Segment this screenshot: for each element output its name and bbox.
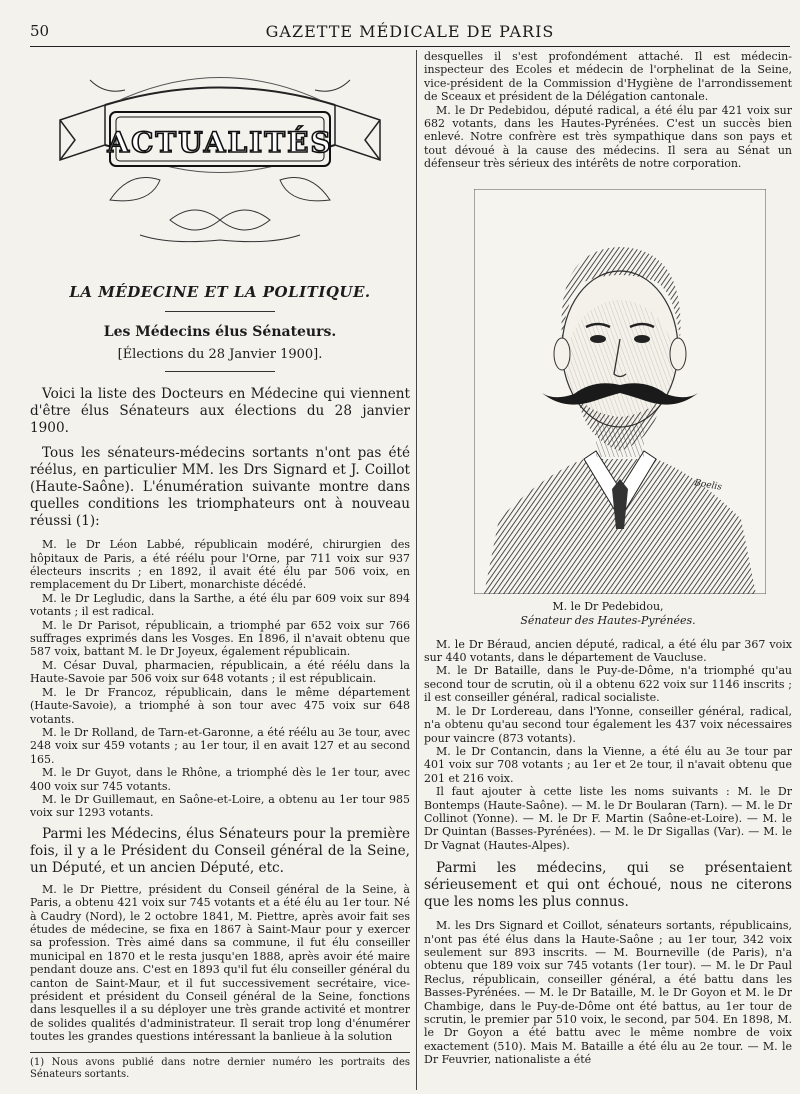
paragraph: M. le Dr Lordereau, dans l'Yonne, conseiller général, radical, n'a obtenu qu'au second tour également les 437 voix nécessaires pour vaincre (873 votants). xyxy=(424,704,792,745)
article-title: Les Médecins élus Sénateurs. xyxy=(103,324,337,341)
divider xyxy=(165,371,275,372)
paragraph: M. le Dr Parisot, républicain, a triomphé par 652 voix sur 766 suffrages exprimés dans les Vosges. En 1896, il n'avait obtenu que 587 voix, battant M. le Dr Joyeux, également républicain. xyxy=(30,618,410,659)
paragraph-lead: Parmi les médecins, qui se présentaient sérieusement et qui ont échoué, nous ne citerons que les noms les plus connus. xyxy=(424,860,792,911)
paragraph: M. le Dr Piettre, président du Conseil général de la Seine, à Paris, a obtenu 421 voix sur 745 votants et a été élu au 1er tour. Né à Caudry (Nord), le 2 octobre 1841, M. Piettre, après avoir fait ses études de médecine, se fixa en 1867 à Saint-Maur pour y exercer sa profession. Très aimé dans sa commune, il fut élu conseiller municipal en 1870 et le resta jusqu'en 1888, après avoir été maire pendant douze ans. C'est en 1893 qu'il fut élu conseiller général du canton de Saint-Maur, et il fut successivement secrétaire, vice-président et président du Conseil général de la Seine, fonctions dans lesquelles il a su déployer une très grande activité et montrer de solides qualités d'administrateur. Il serait trop long d'énumérer toutes les grandes questions intéressant la banlieue à la solution xyxy=(30,882,410,1044)
paragraph: desquelles il s'est profondément attaché. Il est médecin-inspecteur des Ecoles et médecin de l'orphelinat de la Seine, vice-président de la Commission d'Hygiène de l'arrondissement de Sceaux et président de la Délégation cantonale. xyxy=(424,50,792,104)
caption-role: Sénateur des Hautes-Pyrénées. xyxy=(520,613,696,627)
banner-title: ACTUALITÉS xyxy=(107,126,333,159)
article-subtitle: [Élections du 28 Janvier 1900]. xyxy=(117,346,323,362)
paragraph-lead: Parmi les Médecins, élus Sénateurs pour la première fois, il y a le Président du Conseil général de la Seine, un Député, et un ancien Député, etc. xyxy=(30,825,410,876)
paragraph: M. le Dr Contancin, dans la Vienne, a été élu au 3e tour par 401 voix sur 708 votants ; au 1er et 2e tour, il n'avait obtenu que 201 et 216 voix. xyxy=(424,744,792,785)
left-column xyxy=(30,50,410,1081)
banner-ornament-icon xyxy=(50,50,390,275)
paragraph: M. le Dr Legludic, dans la Sarthe, a été élu par 609 voix sur 894 votants ; il est radical. xyxy=(30,591,410,619)
column-divider xyxy=(416,50,417,1090)
paragraph: M. les Drs Signard et Coillot, sénateurs sortants, républicains, n'ont pas été élus dans la Haute-Saône ; au 1er tour, 342 voix seulement sur 893 inscrits. — M. Bourneville (de Paris), n'a obtenu que 189 voix sur 745 votants (1er tour). — M. le Dr Paul Reclus, républicain, conseiller général, a été battu dans les Basses-Pyrénées. — M. le Dr Bataille, M. le Dr Goyon et M. le Dr Chambige, dans le Puy-de-Dôme ont été battus, au 1er tour de scrutin, le premier par 510 voix, le second, par 504. En 1898, M. le Dr Goyon a été battu avec le même nombre de voix exactement (510). Mais M. Bataille a été élu au 2e tour. — M. le Dr Feuvrier, nationaliste a été xyxy=(424,919,792,1067)
paragraph: M. le Dr Bataille, dans le Puy-de-Dôme, n'a triomphé qu'au second tour de scrutin, où il a obtenu 622 voix sur 1146 inscrits ; il est conseiller général, radical socialiste. xyxy=(424,664,792,705)
intro-paragraph: Voici la liste des Docteurs en Médecine qui viennent d'être élus Sénateurs aux élections du 28 janvier 1900. xyxy=(30,386,410,437)
portrait-image xyxy=(474,189,766,594)
page-header xyxy=(30,20,790,47)
section-title: LA MÉDECINE ET LA POLITIQUE. xyxy=(69,283,371,301)
engraver-signature: Boelis xyxy=(693,477,723,493)
portrait-engraving xyxy=(474,189,766,594)
paragraph: M. le Dr Béraud, ancien député, radical, a été élu par 367 voix sur 440 votants, dans le département de Vaucluse. xyxy=(424,637,792,665)
page-number: 50 xyxy=(30,22,50,40)
paragraph: M. le Dr Léon Labbé, républicain modéré, chirurgien des hôpitaux de Paris, a été réélu pour l'Orne, par 711 voix sur 937 électeurs inscrits ; en 1892, il avait été élu par 506 voix, en remplacement du Dr Libert, monarchiste décédé. xyxy=(30,538,410,592)
paragraph: M. le Dr Guyot, dans le Rhône, a triomphé dès le 1er tour, avec 400 voix sur 745 votants. xyxy=(30,766,410,793)
paragraph: M. le Dr Rolland, de Tarn-et-Garonne, a été réélu au 3e tour, avec 248 voix sur 459 votants ; au 1er tour, il en avait 127 et au second 165. xyxy=(30,725,410,766)
footnote: (1) Nous avons publié dans notre dernier numéro les portraits des Sénateurs sortants. xyxy=(30,1052,410,1081)
portrait-caption xyxy=(424,600,792,628)
caption-name: M. le Dr Pedebidou, xyxy=(552,599,664,613)
paragraph: M. le Dr Pedebidou, député radical, a été élu par 421 voix sur 682 votants, dans les Hautes-Pyrénées. C'est un succès bien enlevé. Notre confrère est très sympathique dans son pays et tout dévoué à la cause des médecins. Il sera au Sénat un défenseur très sérieux des intérêts de notre corporation. xyxy=(424,103,792,171)
paragraph: M. César Duval, pharmacien, républicain, a été réélu dans la Haute-Savoie par 506 voix sur 648 votants ; il est républicain. xyxy=(30,658,410,686)
actualites-banner xyxy=(30,50,410,280)
journal-title: GAZETTE MÉDICALE DE PARIS xyxy=(265,22,555,41)
right-column xyxy=(424,50,792,1067)
paragraph: M. le Dr Francoz, républicain, dans le même département (Haute-Savoie), a triomphé à son tour avec 475 voix sur 648 votants. xyxy=(30,685,410,726)
divider xyxy=(165,311,275,312)
intro-paragraph-2: Tous les sénateurs-médecins sortants n'ont pas été réélus, en particulier MM. les Drs Signard et J. Coillot (Haute-Saône). L'énumération suivante montre dans quelles conditions les triomphateurs ont à nouveau réussi (1): xyxy=(30,445,410,530)
paragraph: M. le Dr Guillemaut, en Saône-et-Loire, a obtenu au 1er tour 985 voix sur 1293 votants. xyxy=(30,792,410,820)
paragraph: Il faut ajouter à cette liste les noms suivants : M. le Dr Bontemps (Haute-Saône). — M. le Dr Boularan (Tarn). — M. le Dr Collinot (Yonne). — M. le Dr F. Martin (Saône-et-Loire). — M. le Dr Quintan (Basses-Pyrénées). — M. le Dr Sigallas (Var). — M. le Dr Vagnat (Hautes-Alpes). xyxy=(424,785,792,852)
